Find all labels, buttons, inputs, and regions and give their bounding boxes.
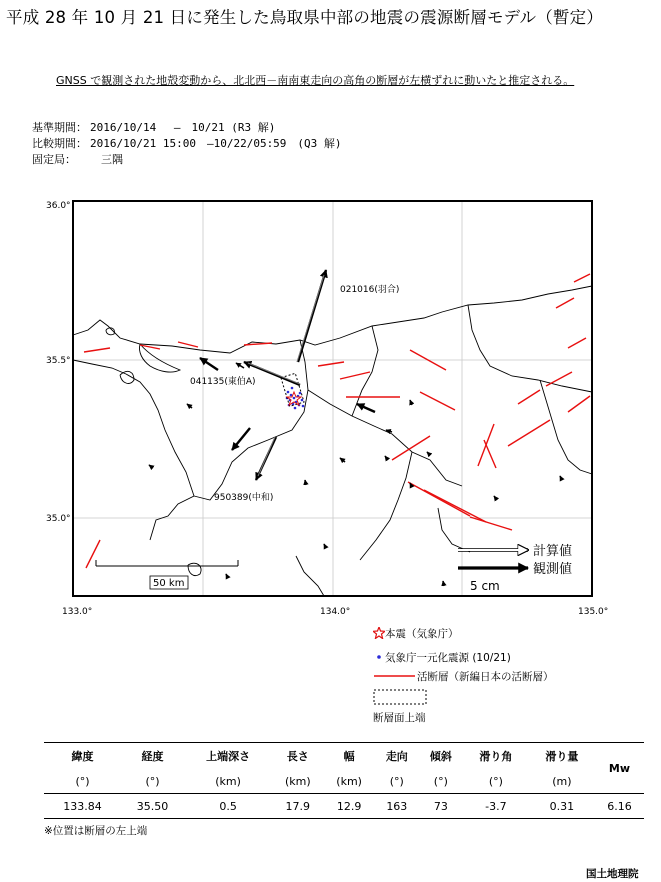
- star-icon: [373, 627, 385, 639]
- lat-tick-355: 35.5°: [46, 356, 71, 366]
- table-note: ※位置は断層の左上端: [44, 825, 148, 837]
- unit-lon: (°): [145, 774, 160, 788]
- value-lon: 35.50: [121, 794, 184, 819]
- legend-mainshock: [373, 626, 459, 641]
- lon-tick-133: 133.0°: [62, 607, 93, 617]
- value-mw: 6.16: [595, 794, 644, 819]
- header-depth: 上端深さ: [184, 743, 272, 770]
- compare-period: [32, 135, 342, 151]
- legend-mainshock-label: 本震（気象庁）: [385, 628, 459, 640]
- value-depth: 0.5: [184, 794, 272, 819]
- header-strike: 走向: [375, 743, 419, 770]
- header-width: 幅: [323, 743, 374, 770]
- compare-period-value: 2016/10/21 15:00 ―10/22/05:59 (Q3 解): [90, 137, 342, 150]
- header-slip: 滑り量: [529, 743, 595, 770]
- unit-dip: (°): [433, 774, 448, 788]
- summary-text: GNSS で観測された地殻変動から、北北西－南南東走向の高角の断層が左横ずれに動いたと推定される。: [56, 74, 575, 87]
- legend-active-fault: [373, 669, 554, 684]
- unit-slip: (m): [552, 774, 572, 788]
- obs-legend-label: 観測値: [533, 562, 573, 577]
- table-unit-row: [44, 769, 644, 794]
- unit-rake: (°): [488, 774, 503, 788]
- value-rake: -3.7: [463, 794, 529, 819]
- legend-fault-top-label: 断層面上端: [373, 712, 426, 724]
- station-label-041135: 041135(東伯A): [190, 377, 256, 387]
- calculated-vectors: [248, 275, 324, 476]
- unit-depth: (km): [215, 774, 241, 788]
- observed-vectors: [200, 270, 375, 480]
- header-dip: 傾斜: [419, 743, 463, 770]
- fixed-station-value: 三隅: [90, 153, 123, 166]
- header-rake: 滑り角: [463, 743, 529, 770]
- scale-bar: [96, 560, 238, 566]
- credit-label: 国土地理院: [586, 868, 639, 880]
- lat-tick-35: 35.0°: [46, 514, 71, 524]
- fault-parameter-table: [44, 742, 644, 819]
- fixed-station-key: 固定局：: [32, 153, 76, 166]
- header-length: 長さ: [272, 743, 323, 770]
- calc-legend-label: 計算値: [533, 544, 573, 559]
- page-title: 平成 28 年 10 月 21 日に発生した鳥取県中部の地震の震源断層モデル（暫定）: [6, 8, 604, 27]
- value-dip: 73: [419, 794, 463, 819]
- fault-line-icon: [373, 671, 417, 681]
- value-strike: 163: [375, 794, 419, 819]
- value-slip: 0.31: [529, 794, 595, 819]
- scale-bar-label: 50 km: [153, 578, 185, 589]
- header-lon: 経度: [121, 743, 184, 770]
- dashed-box-icon: [373, 688, 429, 706]
- station-label-021016: 021016(羽合): [340, 285, 400, 295]
- legend-aftershock-label: 気象庁一元化震源 (10/21): [385, 652, 511, 664]
- compare-period-key: 比較期間：: [32, 137, 87, 150]
- unit-width: (km): [336, 774, 362, 788]
- station-label-950389: 950389(中和): [214, 493, 274, 503]
- lon-tick-135: 135.0°: [578, 607, 609, 617]
- header-mw: Mw: [595, 743, 644, 794]
- vector-scale-label: 5 cm: [470, 579, 500, 593]
- value-length: 17.9: [272, 794, 323, 819]
- lon-tick-134: 134.0°: [320, 607, 351, 617]
- unit-strike: (°): [389, 774, 404, 788]
- base-period-key: 基準期間：: [32, 121, 87, 134]
- table-row: [44, 794, 644, 819]
- table-header-row: [44, 743, 644, 770]
- legend-active-fault-label: 活断層（新編日本の活断層）: [417, 671, 554, 683]
- value-lat: 133.84: [44, 794, 121, 819]
- base-period: [32, 119, 275, 135]
- dot-icon: [375, 652, 385, 662]
- active-faults: [84, 274, 590, 568]
- base-period-value: 2016/10/14 ― 10/21 (R3 解): [90, 121, 276, 134]
- fixed-station: [32, 151, 123, 167]
- value-width: 12.9: [323, 794, 374, 819]
- unit-lat: (°): [75, 774, 90, 788]
- unit-length: (km): [284, 774, 311, 788]
- header-lat: 緯度: [44, 743, 121, 770]
- fault-model-map: [0, 190, 661, 620]
- lat-tick-36: 36.0°: [46, 201, 71, 211]
- legend-fault-top: [373, 688, 429, 709]
- legend-aftershock: [375, 650, 511, 665]
